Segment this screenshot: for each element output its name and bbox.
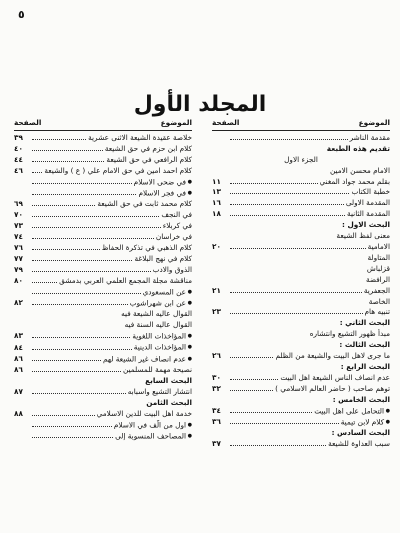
toc-entry-title: الجزء الاول: [284, 154, 318, 164]
toc-entry-title: مناقشة مجلة المجمع العلمي العربي بدمشق: [59, 275, 192, 285]
toc-entry: [14, 166, 192, 177]
toc-entry-page: ٣٤: [212, 406, 221, 416]
toc-entry-title: كلام احمد امين في حق الامام علي ( ع ) والشيعة: [44, 165, 192, 175]
column-header: [14, 118, 192, 131]
toc-entry-page: ٧٠: [14, 210, 23, 220]
toc-entry-title: خلاصة عقيدة الشيعة الاثنى عشرية: [88, 132, 192, 142]
toc-entry-title: ● عن ابن شهراشوب: [130, 298, 192, 309]
toc-entry: [14, 276, 192, 287]
toc-entry: [14, 320, 192, 331]
toc-right-column: [212, 118, 390, 450]
toc-entry-page: ٧٣: [14, 221, 23, 231]
toc-entry-page: ١١: [212, 176, 221, 186]
toc-entry: [14, 144, 192, 155]
toc-entry-page: ٤٠: [14, 143, 23, 153]
dot-leader: [230, 351, 273, 358]
dot-leader: [32, 199, 95, 206]
toc-entry: [212, 439, 390, 450]
toc-entry-page: ٦٩: [14, 199, 23, 209]
toc-entry: [212, 286, 390, 297]
toc-entry-title: ● عدم انصاف غير الشيعة لهم: [103, 354, 192, 365]
toc-entry-title: البحث الثالث :: [339, 340, 390, 350]
page-header: الصفحة: [14, 118, 42, 127]
toc-entry: [14, 243, 192, 254]
toc-entry: [212, 166, 390, 177]
toc-entry: [14, 265, 192, 276]
toc-entry-title: الخاصة: [368, 296, 390, 306]
toc-entry-title: القوال عاليه السنة فيه: [124, 320, 192, 330]
toc-entry-page: ٢٠: [212, 241, 221, 251]
toc-entry-page: ٣٢: [212, 383, 221, 393]
toc-entry-page: ٨٨: [14, 408, 23, 418]
toc-entry: [212, 209, 390, 220]
toc-entry: [212, 198, 390, 209]
column-header: [212, 118, 390, 131]
toc-entry-page: ٧٤: [14, 231, 23, 241]
toc-entry-page: ٤٤: [14, 154, 23, 164]
toc-entry: [14, 398, 192, 409]
dot-leader: [32, 298, 128, 305]
toc-entry-title: في خراسان: [155, 231, 192, 241]
toc-entry-page: ٣٩: [14, 132, 23, 142]
dot-leader: [230, 187, 349, 194]
toc-entry: [212, 428, 390, 439]
toc-entry-title: مقدمة الناشر: [349, 132, 390, 142]
toc-entry-title: توهم صاحب ( حاضر العالم الاسلامي ): [275, 383, 390, 393]
toc-entry-title: عدم انصاف الناس الشيعة اهل البيت: [280, 372, 390, 382]
toc-entry-page: ٨٦: [14, 354, 23, 364]
toc-entry-title: خطبة الكتاب: [351, 187, 390, 197]
toc-entry: [14, 188, 192, 199]
toc-entry-title: ● المؤاخذات اللغوية: [132, 331, 192, 342]
toc-entry: [212, 307, 390, 318]
toc-entry-page: ٨٠: [14, 275, 23, 285]
dot-leader: [230, 307, 363, 314]
dot-leader: [32, 387, 126, 394]
dot-leader: [230, 177, 318, 184]
toc-entry: [14, 287, 192, 298]
toc-entry-title: في كربلاء: [162, 221, 192, 231]
toc-entry: [212, 384, 390, 395]
toc-entry-page: ٨٧: [14, 386, 23, 396]
toc-entry-title: كلام الذهبي في تذكرة الحفاظ: [101, 242, 192, 252]
toc-entry-title: ● في فجر الاسلام: [138, 188, 192, 199]
toc-left-column: [14, 118, 192, 442]
toc-entry-page: ٢١: [212, 285, 221, 295]
toc-entry: [212, 242, 390, 253]
toc-entry-title: تنبيه هام: [364, 307, 390, 317]
toc-entry-title: انتشار التشيع واسبابه: [127, 386, 192, 396]
toc-entry: [14, 155, 192, 166]
toc-entry-title: المتاولة: [367, 252, 390, 262]
dot-leader: [32, 155, 104, 162]
toc-entry-title: ● عن المسعودي: [143, 287, 192, 298]
toc-entry-title: ● اول من الّف في الاسلام: [114, 420, 192, 431]
page-header: الصفحة: [212, 118, 240, 127]
toc-entry-title: معنى لفظ الشيعة: [336, 231, 390, 241]
toc-entry: [14, 232, 192, 243]
dot-leader: [32, 343, 132, 350]
toc-entry: [212, 297, 390, 308]
topic-header: الموضوع: [358, 118, 390, 127]
dot-leader: [230, 198, 344, 205]
toc-entry: [212, 340, 390, 351]
toc-entry: [14, 221, 192, 232]
toc-entry: [14, 431, 192, 442]
toc-entry-title: كلام الرافعي في حق الشيعة: [106, 154, 192, 164]
toc-entry: [212, 144, 390, 155]
toc-entry: [14, 210, 192, 221]
toc-entry-title: ● التحامل على اهل البيت: [314, 406, 390, 417]
toc-entry-title: البحث الثاني :: [339, 318, 390, 328]
dot-leader: [32, 232, 154, 239]
toc-entry-title: ما جرى لاهل البيت والشيعة من الظلم: [275, 351, 390, 361]
toc-entry-page: ٢٦: [212, 351, 221, 361]
toc-entry-page: ٨٤: [14, 342, 23, 352]
toc-entry-title: الامام محسن الامين: [329, 165, 390, 175]
toc-entry-title: في النجف: [161, 210, 192, 220]
toc-entry-title: ● المصاحف المنسوبة إلى: [115, 431, 192, 442]
toc-entry-title: كلام في نهج البلاغة: [134, 253, 192, 263]
toc-entry-title: كلام ابن حزم في حق الشيعة: [104, 143, 192, 153]
dot-leader: [32, 265, 151, 272]
toc-entry-title: خدمة اهل البيت للدين الاسلامي: [96, 408, 192, 418]
dot-leader: [32, 276, 57, 283]
toc-entry: [14, 387, 192, 398]
toc-entry-title: كلام محمد ثابت في حق الشيعة: [97, 199, 192, 209]
dot-leader: [230, 133, 348, 140]
dot-leader: [230, 242, 366, 249]
toc-entry-title: المقدمة الثانية: [347, 209, 390, 219]
dot-leader: [230, 417, 339, 424]
toc-entry-title: بقلم محمد جواد المغني: [319, 176, 390, 186]
dot-leader: [32, 254, 132, 261]
toc-entry-page: ٧٧: [14, 253, 23, 263]
toc-entry: [212, 220, 390, 231]
toc-entry: [212, 187, 390, 198]
toc-entry-title: قزلباش: [366, 263, 390, 273]
toc-entry: [14, 376, 192, 387]
page-number: ٥: [18, 8, 25, 21]
dot-leader: [32, 354, 101, 361]
dot-leader: [230, 384, 273, 391]
toc-entry: [14, 365, 192, 376]
toc-entry-title: البحث الثامن: [146, 397, 192, 407]
toc-entry-page: ١٦: [212, 198, 221, 208]
toc-entry: [212, 275, 390, 286]
toc-entry-title: ● المؤاخذات الدينية: [134, 342, 192, 353]
dot-leader: [230, 373, 278, 380]
toc-entry: [212, 329, 390, 340]
toc-entry-title: ● في ضحى الاسلام: [134, 177, 192, 188]
toc-entry-title: البحث الاول :: [341, 220, 390, 230]
toc-entry: [14, 420, 192, 431]
toc-entry-page: ٣٧: [212, 439, 221, 449]
toc-entry-title: الجعفرية: [363, 285, 390, 295]
toc-entry: [14, 354, 192, 365]
page-title: المجلد الأول: [133, 92, 267, 117]
dot-leader: [32, 420, 112, 427]
dot-leader: [32, 243, 100, 250]
toc-entry-page: ١٨: [212, 209, 221, 219]
toc-entry-title: تقديم هذه الطبعة: [326, 143, 390, 153]
toc-entry: [14, 199, 192, 210]
toc-entry: [212, 133, 390, 144]
toc-entry: [212, 406, 390, 417]
toc-entry: [14, 133, 192, 144]
dot-leader: [230, 209, 345, 216]
dot-leader: [32, 210, 159, 217]
toc-entry-title: البحث السابع: [145, 376, 192, 386]
dot-leader: [32, 287, 141, 294]
dot-leader: [32, 431, 113, 438]
toc-entry: [212, 362, 390, 373]
toc-entry-title: الرافضة: [365, 274, 390, 284]
toc-entry: [212, 373, 390, 384]
toc-entry-page: ٤٦: [14, 165, 23, 175]
dot-leader: [32, 221, 161, 228]
toc-entry: [14, 177, 192, 188]
topic-header: الموضوع: [160, 118, 192, 127]
toc-entry-title: البحث الخامس :: [332, 394, 390, 404]
dot-leader: [32, 188, 136, 195]
toc-entry-title: ● كلام لابن تيمية: [341, 417, 390, 428]
toc-entry-title: مبدأ ظهور التشيع وانتشاره: [309, 329, 390, 339]
toc-entry-page: ٧٩: [14, 264, 23, 274]
toc-entry: [212, 351, 390, 362]
dot-leader: [32, 166, 42, 173]
toc-entry: [14, 409, 192, 420]
toc-entry: [212, 177, 390, 188]
dot-leader: [32, 409, 95, 416]
toc-entry: [14, 309, 192, 320]
toc-entry: [212, 231, 390, 242]
toc-entry-title: الذوق والادب: [152, 264, 192, 274]
toc-entry: [14, 254, 192, 265]
toc-entry-title: نصيحة مهمة للمسلمين: [123, 365, 192, 375]
dot-leader: [230, 286, 362, 293]
toc-entry-title: المقدمة الاولى: [345, 198, 390, 208]
toc-entry: [212, 318, 390, 329]
toc-entry-title: سبب العداوة للشيعة: [328, 439, 390, 449]
toc-entry-title: البحث السادس :: [331, 428, 390, 438]
toc-entry-page: ٣٦: [212, 417, 221, 427]
toc-entry: [14, 298, 192, 309]
toc-entry: [212, 417, 390, 428]
toc-entry-page: ٢٣: [212, 307, 221, 317]
toc-entry: [212, 264, 390, 275]
toc-entry-page: ٧٦: [14, 242, 23, 252]
dot-leader: [32, 133, 86, 140]
toc-entry-page: ٨٣: [14, 331, 23, 341]
toc-entry-title: الامامية: [367, 241, 390, 251]
toc-entry-title: البحث الرابع :: [340, 361, 390, 371]
dot-leader: [230, 439, 326, 446]
toc-entry-page: ٨٦: [14, 365, 23, 375]
toc-entry-title: القوال عاليه الشيعة فيه: [121, 309, 192, 319]
dot-leader: [32, 144, 103, 151]
dot-leader: [32, 331, 130, 338]
toc-entry: [212, 395, 390, 406]
dot-leader: [230, 406, 312, 413]
toc-entry: [212, 253, 390, 264]
toc-entry-page: ١٣: [212, 187, 221, 197]
toc-entry-page: ٣٠: [212, 372, 221, 382]
toc-entry: [14, 342, 192, 353]
dot-leader: [32, 365, 121, 372]
dot-leader: [32, 177, 132, 184]
toc-entry-page: ٨٢: [14, 298, 23, 308]
toc-entry: [212, 155, 390, 166]
toc-entry: [14, 331, 192, 342]
